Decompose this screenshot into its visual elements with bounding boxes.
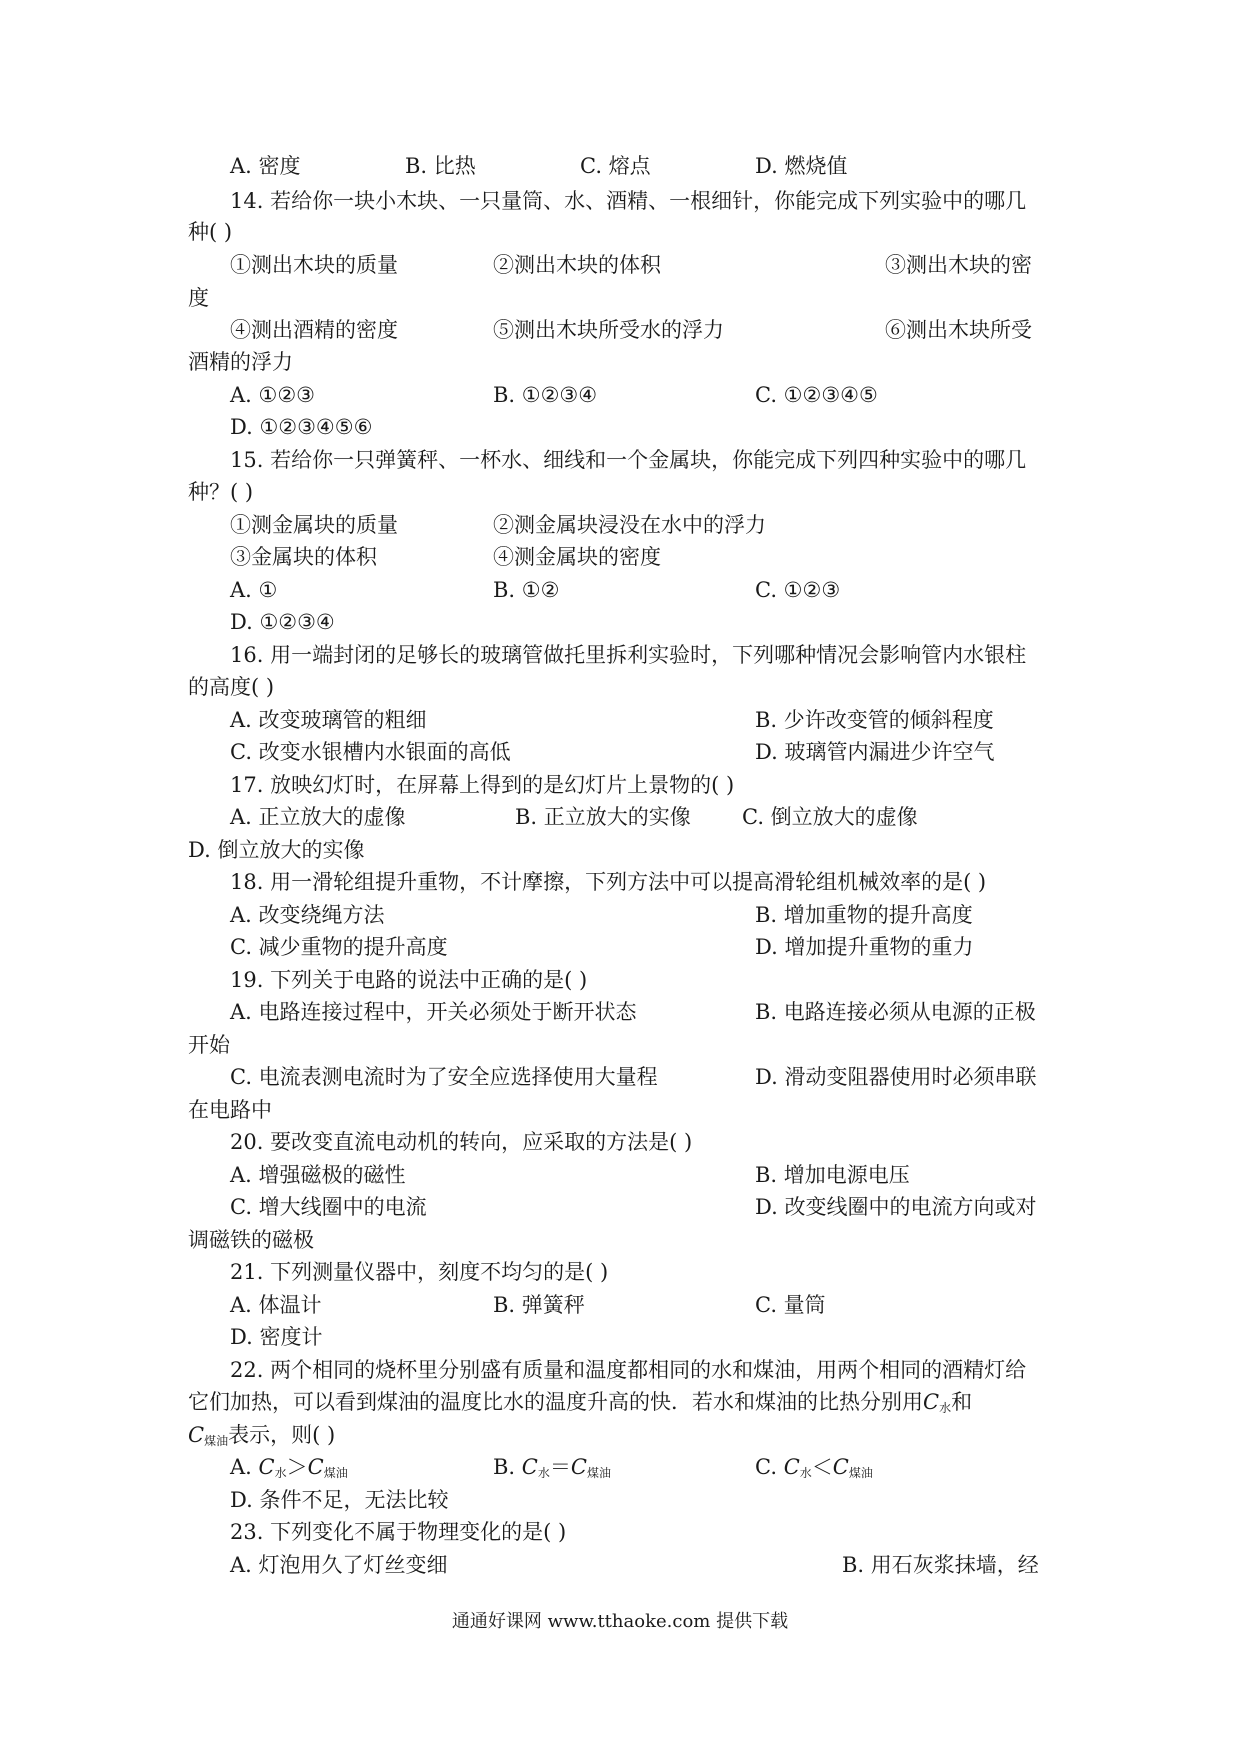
q14-item-6: ⑥测出木块所受 (885, 318, 1032, 342)
q22-option-b-label: B. (493, 1455, 516, 1479)
q22-sub-water: 水 (537, 1466, 550, 1480)
q15-item-2: ②测金属块浸没在水中的浮力 (493, 513, 766, 537)
q21-stem: 21. 下列测量仪器中，刻度不均匀的是( ) (230, 1260, 609, 1284)
q22-symbol-c: C (832, 1455, 849, 1479)
q23-stem: 23. 下列变化不属于物理变化的是( ) (230, 1520, 567, 1544)
q22-stem-line1: 22. 两个相同的烧杯里分别盛有质量和温度都相同的水和煤油，用两个相同的酒精灯给 (230, 1358, 1027, 1382)
q14-option-a: A. ①②③ (230, 383, 315, 407)
q16-stem-line2: 的高度( ) (188, 675, 275, 699)
q15-item-3: ③金属块的体积 (230, 545, 377, 569)
q20-option-d: D. 改变线圈中的电流方向或对 (755, 1195, 1037, 1219)
q22-sub-water: 水 (939, 1401, 952, 1415)
q18-option-a: A. 改变绕绳方法 (230, 903, 385, 927)
q21-option-d: D. 密度计 (230, 1325, 323, 1349)
q22-lt-sign: ＜ (811, 1455, 833, 1479)
q17-option-b: B. 正立放大的实像 (515, 805, 691, 829)
q20-option-c: C. 增大线圈中的电流 (230, 1195, 427, 1219)
q22-sub-kerosene: 煤油 (586, 1466, 611, 1480)
q22-eq-sign: ＝ (549, 1455, 571, 1479)
q13-option-d: D. 燃烧值 (755, 154, 848, 178)
q22-symbol-c: C (307, 1455, 324, 1479)
q22-stem-and: 和 (951, 1390, 973, 1414)
page-footer: 通通好课网 www.tthaoke.com 提供下载 (451, 1611, 789, 1632)
q21-option-c: C. 量筒 (755, 1293, 826, 1317)
q16-option-c: C. 改变水银槽内水银面的高低 (230, 740, 511, 764)
q22-option-b (493, 1453, 611, 1487)
q19-option-a: A. 电路连接过程中，开关必须处于断开状态 (230, 1000, 637, 1024)
q22-option-c (755, 1453, 873, 1487)
q14-item-3-wrap: 度 (188, 286, 209, 310)
q22-stem-line3 (188, 1421, 335, 1455)
q19-option-c: C. 电流表测电流时为了安全应选择使用大量程 (230, 1065, 658, 1089)
q19-stem: 19. 下列关于电路的说法中正确的是( ) (230, 968, 588, 992)
q13-option-b: B. 比热 (405, 154, 476, 178)
q20-option-b: B. 增加电源电压 (755, 1163, 910, 1187)
q17-option-a: A. 正立放大的虚像 (230, 805, 406, 829)
q14-item-6-wrap: 酒精的浮力 (188, 350, 293, 374)
q15-item-4: ④测金属块的密度 (493, 545, 661, 569)
q22-symbol-c: C (521, 1455, 538, 1479)
q22-sub-kerosene: 煤油 (204, 1434, 229, 1448)
q15-option-a: A. ① (230, 578, 278, 602)
q19-option-d: D. 滑动变阻器使用时必须串联 (755, 1065, 1037, 1089)
q14-option-b: B. ①②③④ (493, 383, 598, 407)
q16-option-d: D. 玻璃管内漏进少许空气 (755, 740, 995, 764)
q17-option-c: C. 倒立放大的虚像 (742, 805, 918, 829)
q14-item-3: ③测出木块的密 (885, 253, 1032, 277)
q14-stem-line1: 14. 若给你一块小木块、一只量筒、水、酒精、一根细针，你能完成下列实验中的哪几 (230, 189, 1027, 213)
q22-sub-water: 水 (799, 1466, 812, 1480)
q15-option-d: D. ①②③④ (230, 610, 335, 634)
q15-stem-line2: 种？( ) (188, 480, 254, 504)
q18-stem: 18. 用一滑轮组提升重物，不计摩擦，下列方法中可以提高滑轮组机械效率的是( ) (230, 870, 987, 894)
q20-stem: 20. 要改变直流电动机的转向，应采取的方法是( ) (230, 1130, 693, 1154)
q22-symbol-c: C (258, 1455, 275, 1479)
q18-option-c: C. 减少重物的提升高度 (230, 935, 448, 959)
q22-sub-kerosene: 煤油 (848, 1466, 873, 1480)
q21-option-a: A. 体温计 (230, 1293, 322, 1317)
q22-symbol-c: C (783, 1455, 800, 1479)
q22-stem-line2 (188, 1388, 972, 1422)
q22-stem-line3-text: 表示，则( ) (228, 1423, 336, 1447)
q14-stem-line2: 种( ) (188, 220, 233, 244)
q14-item-1: ①测出木块的质量 (230, 253, 398, 277)
q18-option-b: B. 增加重物的提升高度 (755, 903, 973, 927)
q22-option-d: D. 条件不足，无法比较 (230, 1488, 449, 1512)
q16-stem-line1: 16. 用一端封闭的足够长的玻璃管做托里拆利实验时，下列哪种情况会影响管内水银柱 (230, 643, 1027, 667)
q22-sub-kerosene: 煤油 (323, 1466, 348, 1480)
q13-option-a: A. 密度 (230, 154, 301, 178)
q22-option-c-label: C. (755, 1455, 777, 1479)
q16-option-b: B. 少许改变管的倾斜程度 (755, 708, 994, 732)
q15-item-1: ①测金属块的质量 (230, 513, 398, 537)
q15-stem-line1: 15. 若给你一只弹簧秤、一杯水、细线和一个金属块，你能完成下列四种实验中的哪几 (230, 448, 1027, 472)
q22-symbol-c: C (188, 1423, 205, 1447)
q20-option-d-wrap: 调磁铁的磁极 (188, 1228, 314, 1252)
q17-stem: 17. 放映幻灯时，在屏幕上得到的是幻灯片上景物的( ) (230, 773, 735, 797)
q22-sub-water: 水 (274, 1466, 287, 1480)
q21-option-b: B. 弹簧秤 (493, 1293, 585, 1317)
q19-option-b-wrap: 开始 (188, 1033, 230, 1057)
q15-option-b: B. ①② (493, 578, 560, 602)
q14-option-c: C. ①②③④⑤ (755, 383, 878, 407)
q16-option-a: A. 改变玻璃管的粗细 (230, 708, 427, 732)
q18-option-d: D. 增加提升重物的重力 (755, 935, 974, 959)
q14-item-5: ⑤测出木块所受水的浮力 (493, 318, 724, 342)
q23-option-b: B. 用石灰浆抹墙，经 (842, 1553, 1039, 1577)
q19-option-b: B. 电路连接必须从电源的正极 (755, 1000, 1036, 1024)
q17-option-d: D. 倒立放大的实像 (188, 838, 365, 862)
q22-option-a-label: A. (230, 1455, 252, 1479)
q14-option-d: D. ①②③④⑤⑥ (230, 415, 373, 439)
q14-item-4: ④测出酒精的密度 (230, 318, 398, 342)
q22-symbol-c: C (923, 1390, 940, 1414)
q15-option-c: C. ①②③ (755, 578, 841, 602)
q13-option-c: C. 熔点 (580, 154, 651, 178)
q22-symbol-c: C (570, 1455, 587, 1479)
q22-gt-sign: ＞ (286, 1455, 308, 1479)
q19-option-d-wrap: 在电路中 (188, 1098, 272, 1122)
q22-option-a (230, 1453, 348, 1487)
q20-option-a: A. 增强磁极的磁性 (230, 1163, 406, 1187)
q22-stem-line2-text: 它们加热，可以看到煤油的温度比水的温度升高的快．若水和煤油的比热分别用 (188, 1390, 923, 1414)
q14-item-2: ②测出木块的体积 (493, 253, 661, 277)
q23-option-a: A. 灯泡用久了灯丝变细 (230, 1553, 448, 1577)
